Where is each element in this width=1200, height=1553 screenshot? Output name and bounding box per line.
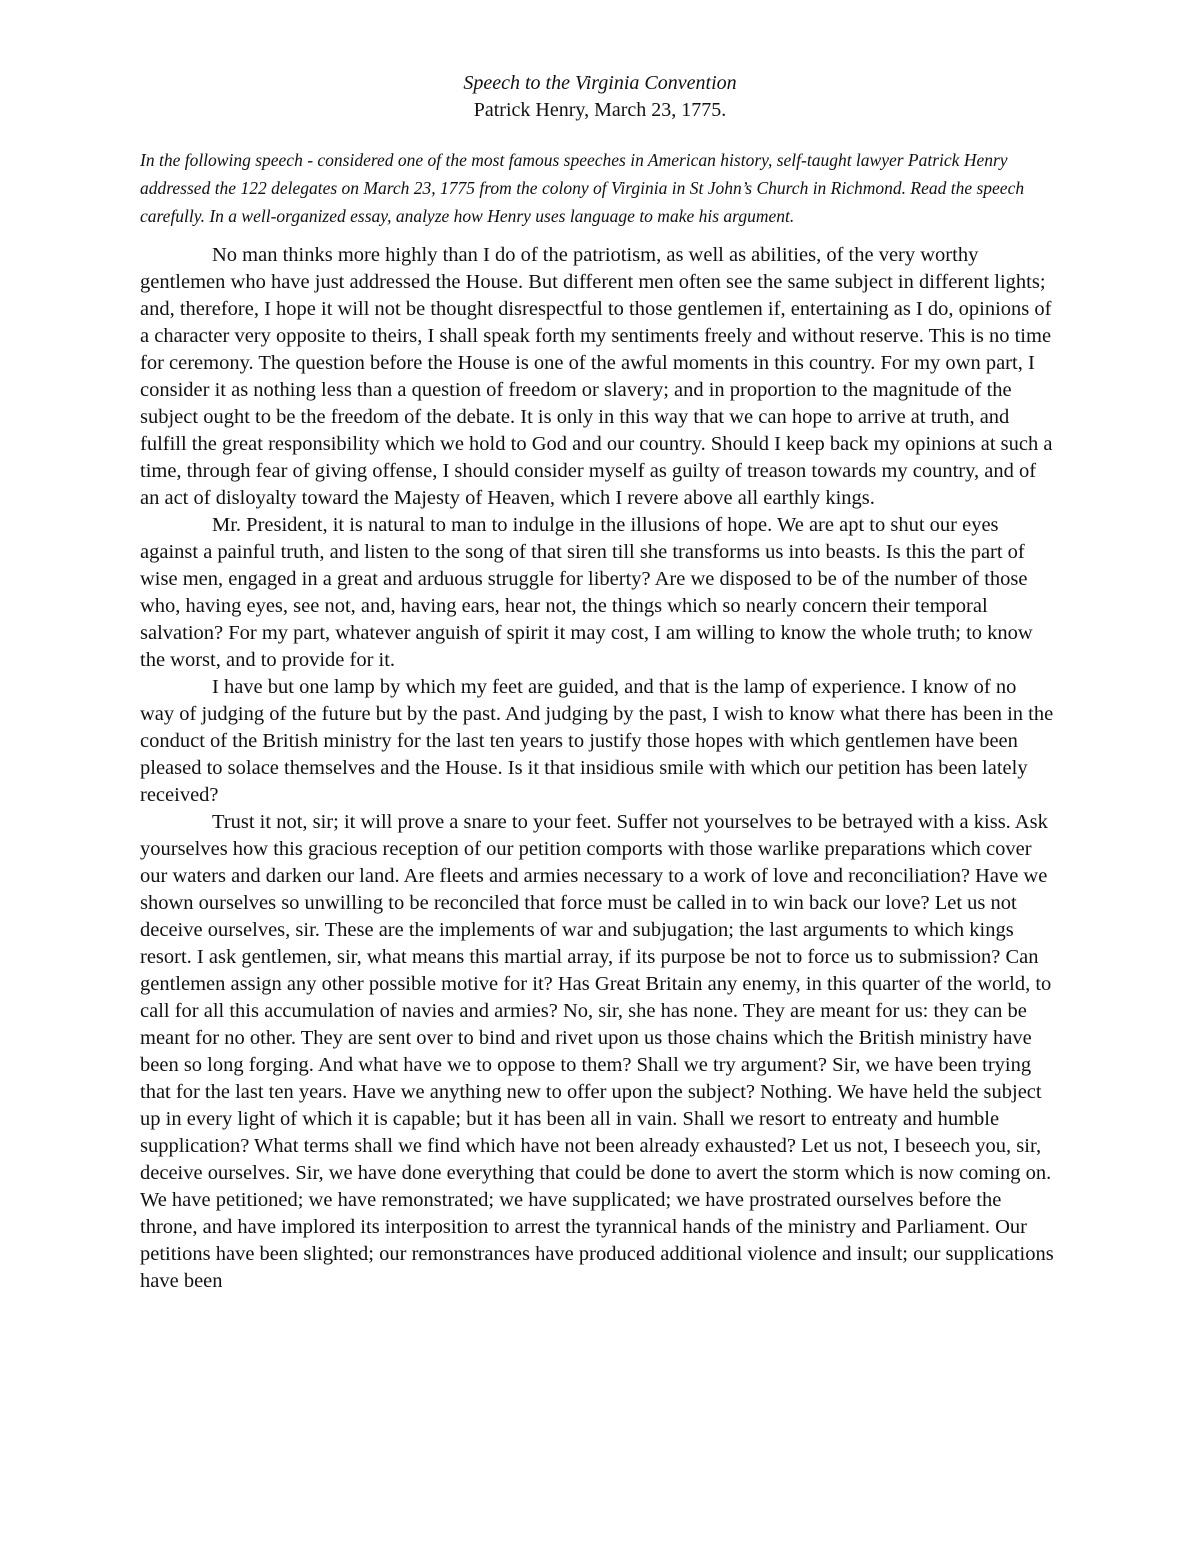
document-header xyxy=(140,70,1060,124)
speech-paragraph: Trust it not, sir; it will prove a snare to your feet. Suffer not yourselves to be betrayed with a kiss. Ask yourselves how this gracious reception of our petition comports with those warlike preparations which cover our waters and darken our land. Are fleets and armies necessary to a work of love and reconciliation? Have we shown ourselves so unwilling to be reconciled that force must be called in to win back our love? Let us not deceive ourselves, sir. These are the implements of war and subjugation; the last arguments to which kings resort. I ask gentlemen, sir, what means this martial array, if its purpose be not to force us to submission? Can gentlemen assign any other possible motive for it? Has Great Britain any enemy, in this quarter of the world, to call for all this accumulation of navies and armies? No, sir, she has none. They are meant for us: they can be meant for no other. They are sent over to bind and rivet upon us those chains which the British ministry have been so long forging. And what have we to oppose to them? Shall we try argument? Sir, we have been trying that for the last ten years. Have we anything new to offer upon the subject? Nothing. We have held the subject up in every light of which it is capable; but it has been all in vain. Shall we resort to entreaty and humble supplication? What terms shall we find which have not been already exhausted? Let us not, I beseech you, sir, deceive ourselves. Sir, we have done everything that could be done to avert the storm which is now coming on. We have petitioned; we have remonstrated; we have supplicated; we have prostrated ourselves before the throne, and have implored its interposition to arrest the tyrannical hands of the ministry and Parliament. Our petitions have been slighted; our remonstrances have produced additional violence and insult; our supplications have been xyxy=(140,811,1054,1292)
document-title: Speech to the Virginia Convention xyxy=(463,72,737,94)
intro-instructions: In the following speech - considered one of the most famous speeches in American history, self-taught lawyer Patrick Henry addressed the 122 delegates on March 23, 1775 from the colony of Virginia in St John’s Church in Richmond. Read the speech carefully. In a well-organized essay, analyze how Henry uses language to make his argument. xyxy=(140,150,1025,226)
speech-paragraph: No man thinks more highly than I do of the patriotism, as well as abilities, of the very worthy gentlemen who have just addressed the House. But different men often see the same subject in different lights; and, therefore, I hope it will not be thought disrespectful to those gentlemen if, entertaining as I do, opinions of a character very opposite to theirs, I shall speak forth my sentiments freely and without reserve. This is no time for ceremony. The question before the House is one of the awful moments in this country. For my own part, I consider it as nothing less than a question of freedom or slavery; and in proportion to the magnitude of the subject ought to be the freedom of the debate. It is only in this way that we can hope to arrive at truth, and fulfill the great responsibility which we hold to God and our country. Should I keep back my opinions at such a time, through fear of giving offense, I should consider myself as guilty of treason towards my country, and of an act of disloyalty toward the Majesty of Heaven, which I revere above all earthly kings. xyxy=(140,244,1053,509)
speech-paragraph: Mr. President, it is natural to man to indulge in the illusions of hope. We are apt to shut our eyes against a painful truth, and listen to the song of that siren till she transforms us into beasts. Is this the part of wise men, engaged in a great and arduous struggle for liberty? Are we disposed to be of the number of those who, having eyes, see not, and, having ears, hear not, the things which so nearly concern their temporal salvation? For my part, whatever anguish of spirit it may cost, I am willing to know the whole truth; to know the worst, and to provide for it. xyxy=(140,514,1033,671)
document-page xyxy=(140,70,1060,1530)
speech-paragraph: I have but one lamp by which my feet are guided, and that is the lamp of experience. I know of no way of judging of the future but by the past. And judging by the past, I wish to know what there has been in the conduct of the British ministry for the last ten years to justify those hopes with which gentlemen have been pleased to solace themselves and the House. Is it that insidious smile with which our petition has been lately received? xyxy=(140,676,1054,806)
document-byline: Patrick Henry, March 23, 1775. xyxy=(473,99,727,121)
speech-body xyxy=(140,242,1055,1295)
